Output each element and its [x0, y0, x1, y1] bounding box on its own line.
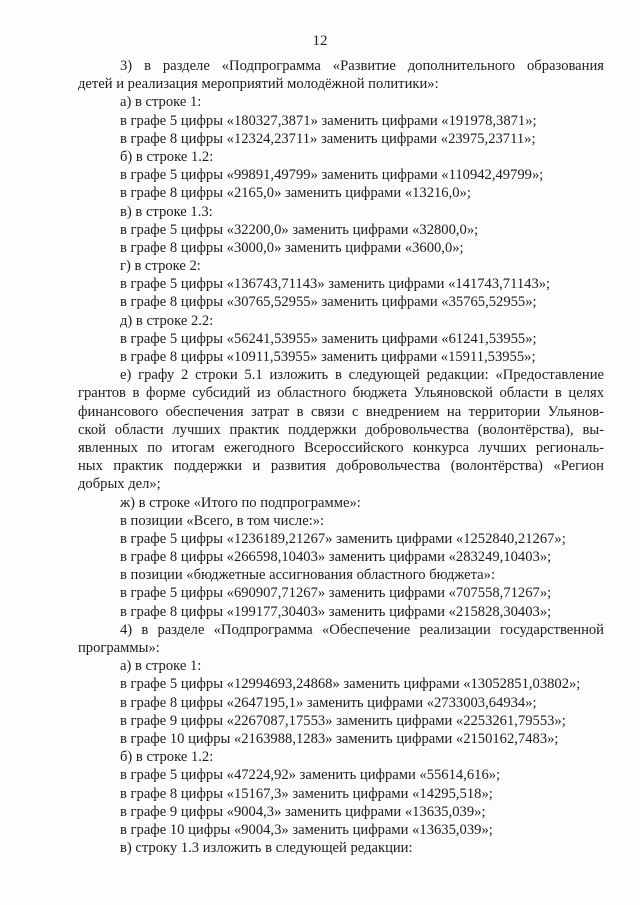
text-line: в графе 5 цифры «180327,3871» заменить цифрами «191978,3871»;: [120, 112, 537, 129]
text-line: д) в строке 2.2:: [120, 312, 214, 329]
text-line: ж) в строке «Итого по подпрограмме»:: [120, 494, 361, 511]
text-line: грантов в форме субсидий из областного бюджета Ульяновской области в целях: [78, 385, 604, 402]
text-line: в графе 8 цифры «10911,53955» заменить цифрами «15911,53955»;: [120, 349, 536, 365]
text-line: в графе 9 цифры «9004,3» заменить цифрами «13635,039»;: [120, 803, 486, 820]
text-line: г) в строке 2:: [120, 258, 201, 275]
text-line: а) в строке 1:: [120, 94, 202, 111]
text-line: в) строку 1.3 изложить в следующей редакции:: [120, 840, 413, 857]
text-line: в) в строке 1.3:: [120, 203, 213, 220]
text-line: е) графу 2 строки 5.1 изложить в следующей редакции: «Предоставление: [120, 367, 604, 384]
document-body: [78, 57, 604, 857]
text-line: в графе 5 цифры «12994693,24868» заменить цифрами «13052851,03802»;: [120, 676, 581, 693]
text-line: ской области лучших практик поддержки добровольчества (волонтёрства), вы-: [78, 421, 604, 438]
text-line: явленных по итогам ежегодного Всероссийского конкурса лучших региональ-: [78, 439, 604, 456]
text-line: финансового обеспечения затрат в связи с внедрением на территории Ульянов-: [78, 403, 604, 420]
text-line: ных практик поддержки и развития добровольчества (волонтёрства) «Регион: [78, 458, 604, 475]
text-line: в графе 9 цифры «2267087,17553» заменить цифрами «2253261,79553»;: [120, 712, 566, 729]
text-line: в графе 8 цифры «15167,3» заменить цифрами «14295,518»;: [120, 785, 493, 802]
text-line: в графе 5 цифры «1236189,21267» заменить цифрами «1252840,21267»;: [120, 530, 566, 547]
text-line: в графе 8 цифры «3000,0» заменить цифрами «3600,0»;: [120, 239, 464, 256]
text-line: в графе 8 цифры «266598,10403» заменить цифрами «283249,10403»;: [120, 549, 552, 566]
text-line: в позиции «Всего, в том числе:»:: [120, 512, 325, 529]
text-line: 4) в разделе «Подпрограмма «Обеспечение реализации государственной: [120, 621, 604, 638]
page-number: 12: [312, 33, 328, 49]
text-line: а) в строке 1:: [120, 658, 202, 675]
text-line: б) в строке 1.2:: [120, 148, 214, 165]
text-line: в графе 5 цифры «47224,92» заменить цифрами «55614,616»;: [120, 767, 501, 784]
text-line: в графе 8 цифры «12324,23711» заменить цифрами «23975,23711»;: [120, 130, 536, 147]
text-line: в графе 10 цифры «9004,3» заменить цифрами «13635,039»;: [120, 821, 493, 838]
text-line: программы»:: [78, 640, 160, 656]
text-line: в графе 5 цифры «690907,71267» заменить цифрами «707558,71267»;: [120, 585, 552, 602]
text-line: в позиции «бюджетные ассигнования областного бюджета»:: [120, 567, 495, 584]
text-line: детей и реализация мероприятий молодёжной политики»:: [78, 76, 439, 93]
text-line: в графе 8 цифры «30765,52955» заменить цифрами «35765,52955»;: [120, 294, 537, 311]
text-line: в графе 10 цифры «2163988,1283» заменить цифрами «2150162,7483»;: [120, 730, 559, 747]
text-line: в графе 5 цифры «32200,0» заменить цифрами «32800,0»;: [120, 221, 479, 238]
text-line: в графе 8 цифры «199177,30403» заменить цифрами «215828,30403»;: [120, 603, 552, 620]
text-line: в графе 8 цифры «2165,0» заменить цифрами «13216,0»;: [120, 185, 471, 202]
text-line: добрых дел»;: [78, 476, 161, 493]
text-line: в графе 5 цифры «56241,53955» заменить цифрами «61241,53955»;: [120, 330, 537, 347]
text-line: 3) в разделе «Подпрограмма «Развитие дополнительного образования: [120, 58, 604, 74]
text-line: б) в строке 1.2:: [120, 749, 214, 766]
text-line: в графе 5 цифры «99891,49799» заменить цифрами «110942,49799»;: [120, 167, 544, 184]
text-line: в графе 8 цифры «2647195,1» заменить цифрами «2733003,64934»;: [120, 694, 537, 711]
text-line: в графе 5 цифры «136743,71143» заменить цифрами «141743,71143»;: [120, 276, 551, 293]
